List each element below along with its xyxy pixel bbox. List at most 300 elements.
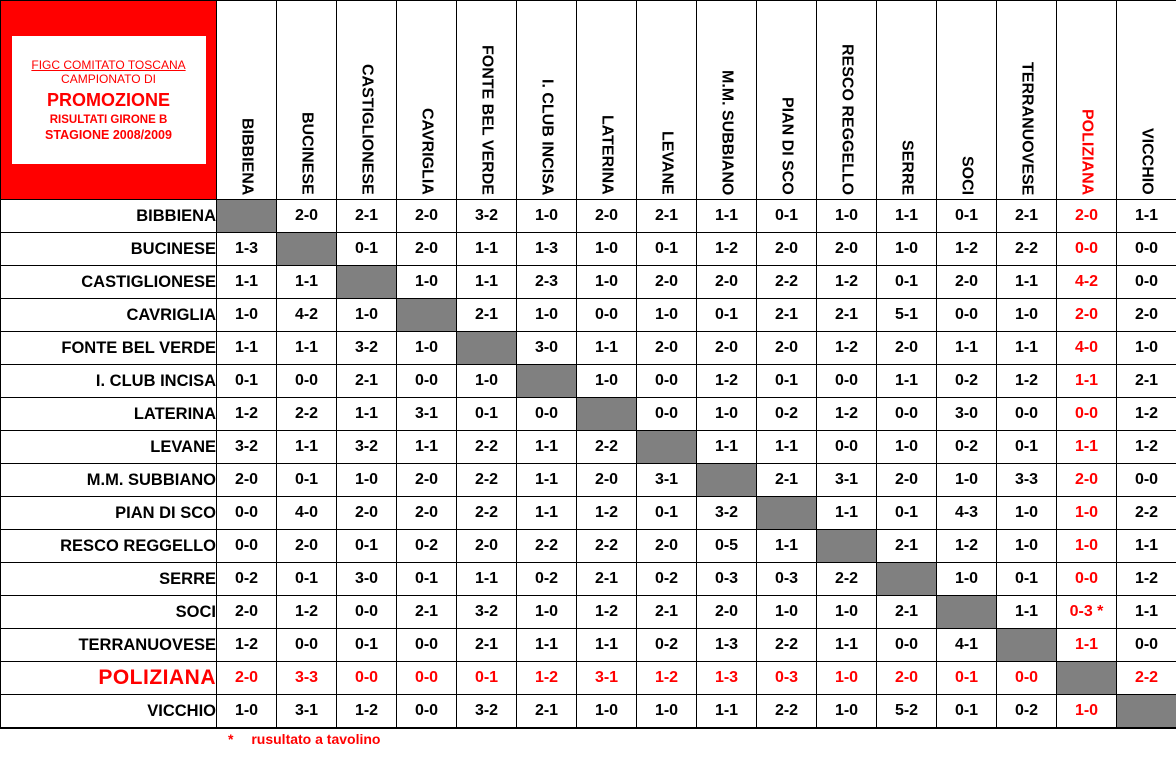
result-cell: 3-2	[457, 596, 517, 629]
result-cell: 2-0	[337, 497, 397, 530]
result-cell: 1-0	[997, 530, 1057, 563]
result-cell: 0-0	[1057, 563, 1117, 596]
result-cell: 1-1	[1117, 530, 1176, 563]
result-cell: 3-1	[577, 662, 637, 695]
result-cell: 2-0	[217, 464, 277, 497]
result-cell: 0-1	[397, 563, 457, 596]
column-header-label: PIAN DI SCO	[778, 97, 796, 195]
row-header: BUCINESE	[1, 233, 217, 266]
result-cell: 0-1	[937, 200, 997, 233]
diagonal-cell	[517, 365, 577, 398]
result-cell: 3-1	[817, 464, 877, 497]
table-row	[1, 299, 1176, 332]
result-cell: 1-2	[817, 332, 877, 365]
result-cell: 0-0	[817, 365, 877, 398]
result-cell: 0-1	[637, 233, 697, 266]
result-cell: 2-2	[757, 629, 817, 662]
result-cell: 2-0	[217, 596, 277, 629]
table-body	[1, 200, 1176, 728]
result-cell: 1-2	[997, 365, 1057, 398]
result-cell: 1-0	[1057, 530, 1117, 563]
diagonal-cell	[397, 299, 457, 332]
column-header	[1117, 1, 1176, 200]
result-cell: 1-1	[757, 431, 817, 464]
diagonal-cell	[817, 530, 877, 563]
result-cell: 1-0	[337, 299, 397, 332]
column-header	[997, 1, 1057, 200]
result-cell: 0-0	[937, 299, 997, 332]
result-cell: 1-0	[997, 497, 1057, 530]
result-cell: 1-2	[217, 629, 277, 662]
result-cell: 1-1	[457, 233, 517, 266]
row-header: RESCO REGGELLO	[1, 530, 217, 563]
result-cell: 2-2	[457, 464, 517, 497]
result-cell: 2-2	[1117, 497, 1176, 530]
footnote	[228, 731, 380, 747]
result-cell: 3-2	[457, 695, 517, 728]
result-cell: 2-1	[757, 299, 817, 332]
result-cell: 1-1	[1117, 200, 1176, 233]
result-cell: 0-2	[217, 563, 277, 596]
result-cell: 1-1	[1057, 431, 1117, 464]
result-cell: 2-0	[397, 497, 457, 530]
result-cell: 0-1	[877, 266, 937, 299]
result-cell: 1-0	[1117, 332, 1176, 365]
table-bottom-border	[0, 728, 1176, 729]
result-cell: 1-0	[577, 266, 637, 299]
result-cell: 1-1	[397, 431, 457, 464]
column-header	[1057, 1, 1117, 200]
result-cell: 2-0	[397, 200, 457, 233]
column-header	[697, 1, 757, 200]
result-cell: 0-0	[577, 299, 637, 332]
result-cell: 3-2	[457, 200, 517, 233]
result-cell: 2-0	[637, 266, 697, 299]
column-header-label: BUCINESE	[298, 112, 316, 195]
result-cell: 2-0	[757, 233, 817, 266]
footnote-text: rusultato a tavolino	[251, 731, 381, 747]
championship-logo	[12, 36, 206, 164]
column-header-label: LATERINA	[598, 115, 616, 195]
result-cell: 0-0	[877, 398, 937, 431]
result-cell: 0-1	[217, 365, 277, 398]
diagonal-cell	[1117, 695, 1176, 728]
result-cell: 0-0	[997, 662, 1057, 695]
result-cell: 0-0	[817, 431, 877, 464]
result-cell: 1-0	[397, 266, 457, 299]
result-cell: 0-1	[997, 431, 1057, 464]
result-cell: 2-1	[1117, 365, 1176, 398]
row-header: BIBBIENA	[1, 200, 217, 233]
result-cell: 1-0	[517, 200, 577, 233]
result-cell: 2-0	[397, 233, 457, 266]
result-cell: 2-2	[997, 233, 1057, 266]
result-cell: 2-2	[457, 431, 517, 464]
result-cell: 2-1	[457, 299, 517, 332]
table-row	[1, 629, 1176, 662]
result-cell: 1-2	[337, 695, 397, 728]
column-header	[517, 1, 577, 200]
result-cell: 4-3	[937, 497, 997, 530]
result-cell: 1-0	[697, 398, 757, 431]
result-cell: 2-0	[457, 530, 517, 563]
result-cell: 1-3	[217, 233, 277, 266]
result-cell: 3-2	[217, 431, 277, 464]
result-cell: 2-1	[757, 464, 817, 497]
result-cell: 1-2	[1117, 431, 1176, 464]
result-cell: 1-3	[697, 629, 757, 662]
result-cell: 2-1	[337, 365, 397, 398]
result-cell: 1-1	[277, 431, 337, 464]
result-cell: 1-2	[577, 596, 637, 629]
result-cell: 0-0	[397, 629, 457, 662]
result-cell: 1-1	[997, 332, 1057, 365]
result-cell: 0-1	[457, 662, 517, 695]
row-header: POLIZIANA	[1, 662, 217, 695]
result-cell: 0-2	[937, 365, 997, 398]
result-cell: 0-0	[1117, 629, 1176, 662]
result-cell: 1-1	[577, 332, 637, 365]
result-cell: 3-2	[337, 431, 397, 464]
league-name: PROMOZIONE	[46, 90, 170, 110]
result-cell: 0-1	[277, 563, 337, 596]
result-cell: 2-0	[877, 662, 937, 695]
result-cell: 1-0	[217, 695, 277, 728]
table-row	[1, 398, 1176, 431]
result-cell: 1-1	[1117, 596, 1176, 629]
result-cell: 1-1	[577, 629, 637, 662]
row-header: CASTIGLIONESE	[1, 266, 217, 299]
result-cell: 1-1	[817, 497, 877, 530]
result-cell: 0-2	[517, 563, 577, 596]
title-block	[1, 1, 217, 200]
result-cell: 2-0	[277, 530, 337, 563]
result-cell: 1-2	[577, 497, 637, 530]
diagonal-cell	[337, 266, 397, 299]
result-cell: 1-2	[697, 233, 757, 266]
result-cell: 1-0	[877, 233, 937, 266]
column-header	[817, 1, 877, 200]
result-cell: 2-1	[577, 563, 637, 596]
diagonal-cell	[997, 629, 1057, 662]
table-row	[1, 530, 1176, 563]
result-cell: 1-1	[217, 266, 277, 299]
table-row	[1, 332, 1176, 365]
diagonal-cell	[1057, 662, 1117, 695]
footnote-star: *	[228, 731, 234, 747]
season-label: STAGIONE 2008/2009	[45, 128, 172, 142]
row-header: LEVANE	[1, 431, 217, 464]
result-cell: 1-0	[1057, 695, 1117, 728]
table-row	[1, 596, 1176, 629]
result-cell: 0-0	[277, 629, 337, 662]
result-cell: 0-0	[637, 365, 697, 398]
result-cell: 4-0	[1057, 332, 1117, 365]
result-cell: 0-1	[337, 629, 397, 662]
result-cell: 2-0	[697, 332, 757, 365]
table-row	[1, 200, 1176, 233]
column-header	[637, 1, 697, 200]
row-header: CAVRIGLIA	[1, 299, 217, 332]
result-cell: 2-1	[517, 695, 577, 728]
result-cell: 2-0	[1057, 200, 1117, 233]
result-cell: 0-0	[517, 398, 577, 431]
result-cell: 4-2	[277, 299, 337, 332]
result-cell: 1-0	[937, 464, 997, 497]
result-cell: 2-2	[1117, 662, 1176, 695]
result-cell: 1-2	[817, 266, 877, 299]
result-cell: 1-2	[217, 398, 277, 431]
result-cell: 1-1	[997, 266, 1057, 299]
result-cell: 1-1	[877, 200, 937, 233]
column-header	[217, 1, 277, 200]
column-header	[877, 1, 937, 200]
result-cell: 1-0	[397, 332, 457, 365]
column-header	[457, 1, 517, 200]
result-cell: 2-0	[1117, 299, 1176, 332]
result-cell: 0-1	[997, 563, 1057, 596]
result-cell: 0-2	[397, 530, 457, 563]
diagonal-cell	[217, 200, 277, 233]
result-cell: 1-1	[697, 695, 757, 728]
table-row	[1, 695, 1176, 728]
result-cell: 0-0	[1057, 398, 1117, 431]
result-cell: 1-2	[817, 398, 877, 431]
result-cell: 0-1	[337, 233, 397, 266]
result-cell: 0-0	[217, 497, 277, 530]
result-cell: 2-0	[697, 596, 757, 629]
result-cell: 1-0	[577, 365, 637, 398]
result-cell: 2-1	[997, 200, 1057, 233]
table-row	[1, 464, 1176, 497]
result-cell: 2-1	[457, 629, 517, 662]
result-cell: 1-0	[637, 299, 697, 332]
column-header-label: VICCHIO	[1138, 128, 1156, 195]
result-cell: 1-1	[457, 563, 517, 596]
result-cell: 2-0	[277, 200, 337, 233]
result-cell: 0-1	[937, 695, 997, 728]
result-cell: 3-1	[397, 398, 457, 431]
result-cell: 1-1	[697, 200, 757, 233]
result-cell: 0-0	[997, 398, 1057, 431]
result-cell: 1-1	[217, 332, 277, 365]
table-row	[1, 563, 1176, 596]
result-cell: 2-0	[637, 332, 697, 365]
result-cell: 1-0	[577, 695, 637, 728]
result-cell: 1-2	[937, 530, 997, 563]
column-header	[397, 1, 457, 200]
result-cell: 2-1	[877, 530, 937, 563]
result-cell: 2-2	[577, 431, 637, 464]
table-row	[1, 431, 1176, 464]
result-cell: 2-1	[397, 596, 457, 629]
result-cell: 0-1	[757, 365, 817, 398]
result-cell: 0-0	[397, 695, 457, 728]
result-cell: 2-0	[877, 332, 937, 365]
result-cell: 2-2	[757, 266, 817, 299]
result-cell: 1-0	[217, 299, 277, 332]
result-cell: 2-2	[517, 530, 577, 563]
header-row	[1, 1, 1176, 200]
result-cell: 1-2	[937, 233, 997, 266]
result-cell: 5-2	[877, 695, 937, 728]
diagonal-cell	[637, 431, 697, 464]
result-cell: 1-1	[517, 464, 577, 497]
result-cell: 0-0	[877, 629, 937, 662]
result-cell: 2-0	[1057, 464, 1117, 497]
result-cell: 1-1	[277, 266, 337, 299]
result-cell: 1-3	[697, 662, 757, 695]
column-header	[577, 1, 637, 200]
result-cell: 2-0	[217, 662, 277, 695]
result-cell: 0-0	[1057, 233, 1117, 266]
result-cell: 0-1	[697, 299, 757, 332]
result-cell: 2-3	[517, 266, 577, 299]
row-header: SERRE	[1, 563, 217, 596]
table-row	[1, 662, 1176, 695]
result-cell: 2-0	[577, 200, 637, 233]
result-cell: 3-1	[637, 464, 697, 497]
result-cell: 0-0	[337, 596, 397, 629]
diagonal-cell	[877, 563, 937, 596]
result-cell: 0-3 *	[1057, 596, 1117, 629]
result-cell: 2-0	[637, 530, 697, 563]
result-cell: 2-1	[817, 299, 877, 332]
result-cell: 3-2	[337, 332, 397, 365]
result-cell: 1-0	[517, 596, 577, 629]
result-cell: 1-0	[877, 431, 937, 464]
result-cell: 1-2	[1117, 563, 1176, 596]
result-cell: 3-0	[937, 398, 997, 431]
column-header-label: TERRANUOVESE	[1018, 61, 1036, 195]
result-cell: 0-0	[337, 662, 397, 695]
column-header	[337, 1, 397, 200]
table-row	[1, 233, 1176, 266]
result-cell: 1-1	[1057, 365, 1117, 398]
column-header-label: FONTE BEL VERDE	[478, 45, 496, 195]
result-cell: 1-0	[637, 695, 697, 728]
result-cell: 0-0	[397, 365, 457, 398]
result-cell: 0-2	[637, 563, 697, 596]
diagonal-cell	[697, 464, 757, 497]
result-cell: 1-0	[817, 596, 877, 629]
result-cell: 2-0	[397, 464, 457, 497]
result-cell: 0-1	[937, 662, 997, 695]
result-cell: 2-0	[577, 464, 637, 497]
row-header: VICCHIO	[1, 695, 217, 728]
result-cell: 1-0	[757, 596, 817, 629]
diagonal-cell	[457, 332, 517, 365]
result-cell: 0-0	[637, 398, 697, 431]
result-cell: 0-1	[877, 497, 937, 530]
result-cell: 2-2	[817, 563, 877, 596]
result-cell: 1-2	[637, 662, 697, 695]
result-cell: 0-0	[397, 662, 457, 695]
result-cell: 1-2	[517, 662, 577, 695]
result-cell: 0-1	[757, 200, 817, 233]
result-cell: 2-0	[1057, 299, 1117, 332]
result-cell: 0-0	[1117, 233, 1176, 266]
result-cell: 1-1	[817, 629, 877, 662]
result-cell: 0-2	[937, 431, 997, 464]
result-cell: 1-0	[577, 233, 637, 266]
result-cell: 0-1	[337, 530, 397, 563]
row-header: LATERINA	[1, 398, 217, 431]
result-cell: 1-1	[697, 431, 757, 464]
result-cell: 1-0	[937, 563, 997, 596]
result-cell: 0-2	[997, 695, 1057, 728]
result-cell: 2-1	[637, 200, 697, 233]
result-cell: 1-3	[517, 233, 577, 266]
result-cell: 1-0	[817, 200, 877, 233]
result-cell: 2-2	[577, 530, 637, 563]
result-cell: 0-3	[757, 563, 817, 596]
result-cell: 1-1	[517, 497, 577, 530]
column-header-label: RESCO REGGELLO	[838, 43, 856, 195]
result-cell: 3-0	[517, 332, 577, 365]
result-cell: 1-2	[697, 365, 757, 398]
result-cell: 2-0	[877, 464, 937, 497]
column-header	[277, 1, 337, 200]
result-cell: 2-1	[637, 596, 697, 629]
result-cell: 3-3	[277, 662, 337, 695]
row-header: SOCI	[1, 596, 217, 629]
column-header-label: CASTIGLIONESE	[358, 64, 376, 195]
federation-label: FIGC COMITATO TOSCANA	[31, 58, 186, 72]
column-header-label: BIBBIENA	[238, 117, 256, 195]
column-header-label: CAVRIGLIA	[418, 108, 436, 195]
column-header	[937, 1, 997, 200]
result-cell: 1-1	[877, 365, 937, 398]
result-cell: 3-2	[697, 497, 757, 530]
result-cell: 0-0	[1117, 464, 1176, 497]
result-cell: 1-2	[1117, 398, 1176, 431]
result-cell: 3-1	[277, 695, 337, 728]
result-cell: 2-0	[817, 233, 877, 266]
column-header-label: LEVANE	[658, 131, 676, 195]
championship-label: CAMPIONATO DI	[61, 72, 156, 86]
result-cell: 3-0	[337, 563, 397, 596]
result-cell: 2-0	[937, 266, 997, 299]
result-cell: 1-1	[337, 398, 397, 431]
result-cell: 0-0	[277, 365, 337, 398]
result-cell: 0-1	[637, 497, 697, 530]
result-cell: 0-1	[277, 464, 337, 497]
result-cell: 4-1	[937, 629, 997, 662]
result-cell: 1-1	[277, 332, 337, 365]
row-header: M.M. SUBBIANO	[1, 464, 217, 497]
column-header-label: I. CLUB INCISA	[538, 78, 556, 195]
row-header: PIAN DI SCO	[1, 497, 217, 530]
result-cell: 1-0	[1057, 497, 1117, 530]
result-cell: 2-1	[877, 596, 937, 629]
result-cell: 0-2	[757, 398, 817, 431]
result-cell: 0-5	[697, 530, 757, 563]
result-cell: 2-2	[757, 695, 817, 728]
result-cell: 0-3	[697, 563, 757, 596]
result-cell: 1-1	[997, 596, 1057, 629]
row-header: I. CLUB INCISA	[1, 365, 217, 398]
result-cell: 1-0	[817, 695, 877, 728]
table-row	[1, 365, 1176, 398]
group-label: RISULTATI GIRONE B	[49, 114, 168, 126]
result-cell: 1-2	[277, 596, 337, 629]
result-cell: 1-0	[457, 365, 517, 398]
result-cell: 1-1	[517, 431, 577, 464]
result-cell: 0-2	[637, 629, 697, 662]
result-cell: 1-0	[337, 464, 397, 497]
row-header: TERRANUOVESE	[1, 629, 217, 662]
